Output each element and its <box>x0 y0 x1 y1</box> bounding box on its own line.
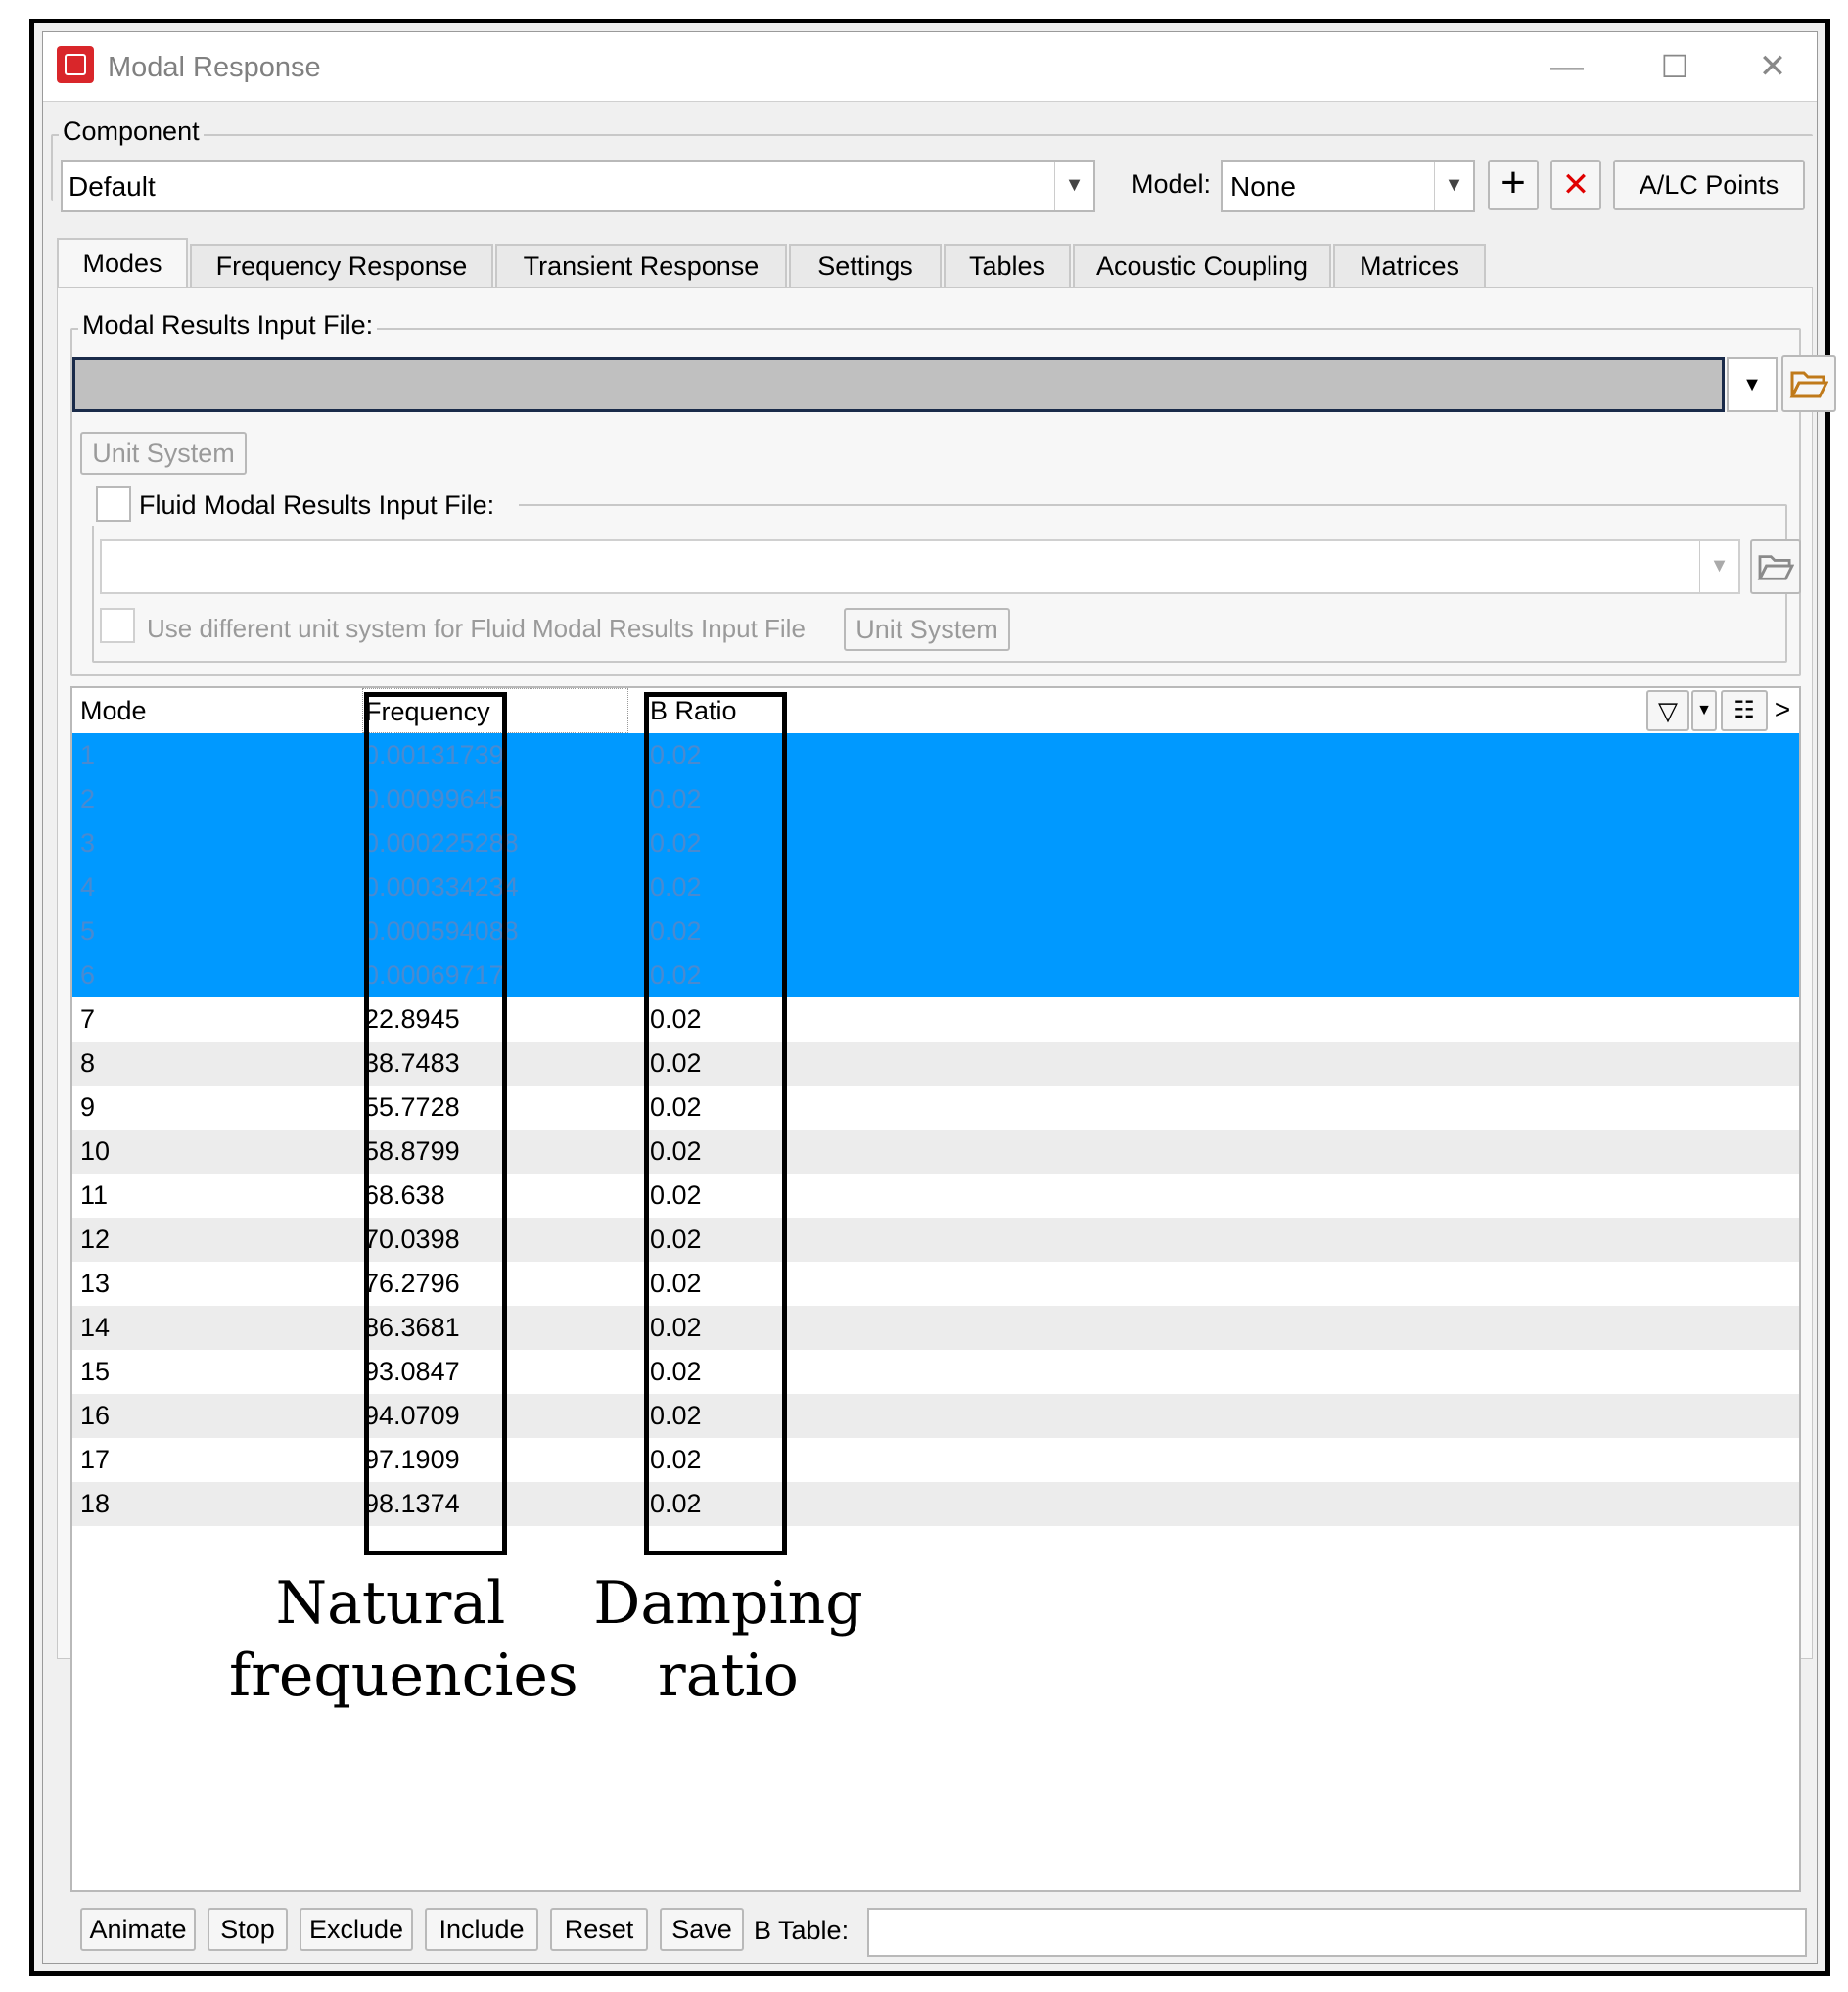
b-ratio-cell: 0.02 <box>650 1092 702 1122</box>
tab-tables[interactable]: Tables <box>944 244 1071 287</box>
title-bar <box>43 32 1817 102</box>
stop-button[interactable]: Stop <box>208 1908 288 1951</box>
b-ratio-cell: 0.02 <box>650 1401 702 1430</box>
frequency-cell: 0.00099645 <box>364 784 504 813</box>
mode-cell: 8 <box>80 1048 96 1078</box>
close-icon[interactable]: ✕ <box>1758 48 1787 85</box>
table-header <box>72 688 1799 734</box>
exclude-button[interactable]: Exclude <box>300 1908 413 1951</box>
tab-settings[interactable]: Settings <box>789 244 942 287</box>
fluid-enable-checkbox[interactable] <box>96 486 131 522</box>
reset-button[interactable]: Reset <box>550 1908 648 1951</box>
tab-frequency-response[interactable]: Frequency Response <box>190 244 493 287</box>
frequency-cell: 76.2796 <box>364 1269 460 1298</box>
model-combo[interactable] <box>1221 160 1475 212</box>
chevron-down-icon[interactable]: ▼ <box>1699 541 1738 592</box>
chevron-down-icon[interactable]: ▼ <box>1434 162 1473 210</box>
table-row[interactable] <box>72 1350 1799 1394</box>
fluid-group-header <box>88 485 519 526</box>
mode-cell: 9 <box>80 1092 96 1122</box>
table-row[interactable] <box>72 1306 1799 1350</box>
plus-icon: + <box>1501 159 1526 207</box>
include-button[interactable]: Include <box>425 1908 538 1951</box>
annotation-line: ratio <box>658 1642 799 1710</box>
table-row[interactable] <box>72 1174 1799 1218</box>
table-row[interactable] <box>72 733 1799 777</box>
table-row[interactable] <box>72 777 1799 821</box>
different-unit-system-label: Use different unit system for Fluid Modal Results Input File <box>147 614 806 643</box>
table-row[interactable] <box>72 1438 1799 1482</box>
frequency-cell: 38.7483 <box>364 1048 460 1078</box>
mode-cell: 16 <box>80 1401 111 1430</box>
model-value: None <box>1230 171 1296 202</box>
column-chooser-icon[interactable]: ☷ <box>1721 690 1768 731</box>
alc-points-button[interactable]: A/LC Points <box>1613 160 1805 210</box>
tab-bar <box>57 244 1813 293</box>
mode-cell: 13 <box>80 1269 111 1298</box>
component-group-label: Component <box>59 116 204 147</box>
table-row[interactable] <box>72 1394 1799 1438</box>
b-ratio-cell: 0.02 <box>650 1048 702 1078</box>
b-ratio-cell: 0.02 <box>650 1269 702 1298</box>
frequency-cell: 0.000225288 <box>364 828 519 857</box>
mode-cell: 14 <box>80 1313 111 1342</box>
annotation-line: Damping <box>593 1569 863 1638</box>
column-header-b-ratio[interactable]: B Ratio <box>650 696 737 725</box>
mode-cell: 7 <box>80 1004 96 1034</box>
table-row[interactable] <box>72 821 1799 865</box>
b-ratio-cell: 0.02 <box>650 1489 702 1518</box>
filter-icon[interactable]: ▽ <box>1646 690 1689 731</box>
modal-results-file-field[interactable] <box>72 357 1725 412</box>
fluid-results-file-field[interactable] <box>100 539 1740 594</box>
table-row[interactable] <box>72 865 1799 909</box>
frequency-cell: 0.000334234 <box>364 872 519 902</box>
b-ratio-cell: 0.02 <box>650 1136 702 1166</box>
fluid-open-folder-button[interactable] <box>1750 539 1801 594</box>
annotation-line: Natural <box>275 1569 506 1638</box>
frequency-cell: 68.638 <box>364 1181 445 1210</box>
frequency-cell: 86.3681 <box>364 1313 460 1342</box>
b-ratio-cell: 0.02 <box>650 1445 702 1474</box>
table-row[interactable] <box>72 1130 1799 1174</box>
frequency-cell: 22.8945 <box>364 1004 460 1034</box>
different-unit-system-checkbox[interactable] <box>100 608 135 643</box>
chevron-down-icon[interactable]: ▼ <box>1727 357 1778 412</box>
red-x-icon: ✕ <box>1561 166 1591 204</box>
b-ratio-cell: 0.02 <box>650 1004 702 1034</box>
column-header-mode[interactable]: Mode <box>80 696 147 725</box>
tab-transient-response[interactable]: Transient Response <box>495 244 787 287</box>
b-ratio-cell: 0.02 <box>650 1357 702 1386</box>
mode-cell: 12 <box>80 1225 111 1254</box>
annotation-line: frequencies <box>229 1642 578 1710</box>
modes-table <box>70 686 1801 1892</box>
mode-cell: 4 <box>80 872 96 902</box>
frequency-cell: 98.1374 <box>364 1489 460 1518</box>
frequency-highlight-box <box>364 692 507 1555</box>
fluid-results-label: Fluid Modal Results Input File: <box>139 490 495 520</box>
fluid-unit-system-button[interactable]: Unit System <box>844 608 1010 651</box>
add-component-button[interactable] <box>1488 160 1539 210</box>
frequency-cell: 94.0709 <box>364 1401 460 1430</box>
mode-cell: 18 <box>80 1489 111 1518</box>
frequency-cell: 58.8799 <box>364 1136 460 1166</box>
b-ratio-cell: 0.02 <box>650 1225 702 1254</box>
column-header-frequency[interactable]: Frequency <box>362 688 628 733</box>
b-ratio-cell: 0.02 <box>650 784 702 813</box>
mode-cell: 1 <box>80 740 96 769</box>
mode-cell: 10 <box>80 1136 111 1166</box>
table-row[interactable] <box>72 1262 1799 1306</box>
open-folder-button[interactable] <box>1781 355 1836 412</box>
unit-system-button[interactable]: Unit System <box>80 432 247 475</box>
frequency-cell: 97.1909 <box>364 1445 460 1474</box>
component-value: Default <box>69 171 156 202</box>
chevron-right-icon[interactable]: > <box>1774 694 1791 724</box>
b-table-field[interactable] <box>867 1908 1807 1957</box>
mode-cell: 15 <box>80 1357 111 1386</box>
table-row[interactable] <box>72 997 1799 1042</box>
table-row[interactable] <box>72 1042 1799 1086</box>
mode-cell: 6 <box>80 960 96 990</box>
b-ratio-cell: 0.02 <box>650 828 702 857</box>
b-ratio-cell: 0.02 <box>650 916 702 946</box>
maximize-icon[interactable]: ☐ <box>1660 49 1689 84</box>
minimize-icon[interactable]: — <box>1550 48 1584 85</box>
b-ratio-cell: 0.02 <box>650 960 702 990</box>
b-ratio-highlight-box <box>644 692 787 1555</box>
table-row[interactable] <box>72 909 1799 953</box>
mode-cell: 17 <box>80 1445 111 1474</box>
save-button[interactable]: Save <box>660 1908 744 1951</box>
mode-cell: 11 <box>80 1181 109 1210</box>
bottom-toolbar <box>70 1908 1801 1957</box>
b-ratio-cell: 0.02 <box>650 1181 702 1210</box>
mode-cell: 5 <box>80 916 96 946</box>
animate-button[interactable]: Animate <box>80 1908 196 1951</box>
frequency-cell: 0.00069717 <box>364 960 504 990</box>
table-row[interactable] <box>72 1218 1799 1262</box>
tab-modes[interactable]: Modes <box>57 238 188 287</box>
frequency-cell: 0.000594088 <box>364 916 519 946</box>
chevron-down-icon[interactable]: ▼ <box>1054 162 1093 210</box>
component-combo[interactable] <box>61 160 1095 212</box>
folder-open-icon <box>1757 551 1794 582</box>
modal-response-window <box>42 31 1818 1964</box>
table-row[interactable] <box>72 1482 1799 1526</box>
b-ratio-cell: 0.02 <box>650 1313 702 1342</box>
frequency-cell: 55.7728 <box>364 1092 460 1122</box>
tab-acoustic-coupling[interactable]: Acoustic Coupling <box>1073 244 1331 287</box>
tab-matrices[interactable]: Matrices <box>1333 244 1486 287</box>
modal-results-label: Modal Results Input File: <box>78 310 377 341</box>
table-row[interactable] <box>72 953 1799 997</box>
mode-cell: 2 <box>80 784 96 813</box>
b-ratio-cell: 0.02 <box>650 740 702 769</box>
frequency-cell: 70.0398 <box>364 1225 460 1254</box>
natural-frequencies-annotation <box>229 1567 578 1712</box>
b-ratio-cell: 0.02 <box>650 872 702 902</box>
frequency-cell: 0.00131739 <box>364 740 504 769</box>
damping-ratio-annotation <box>581 1567 875 1712</box>
table-row[interactable] <box>72 1086 1799 1130</box>
mode-cell: 3 <box>80 828 96 857</box>
screenshot-frame <box>29 19 1830 1976</box>
model-label: Model: <box>1132 169 1212 199</box>
frequency-cell: 93.0847 <box>364 1357 460 1386</box>
chevron-down-icon[interactable]: ▼ <box>1691 690 1717 731</box>
window-title: Modal Response <box>108 52 321 83</box>
app-icon <box>57 46 94 83</box>
b-table-label: B Table: <box>754 1916 850 1945</box>
folder-open-icon <box>1789 367 1828 400</box>
delete-component-button[interactable] <box>1550 160 1601 210</box>
